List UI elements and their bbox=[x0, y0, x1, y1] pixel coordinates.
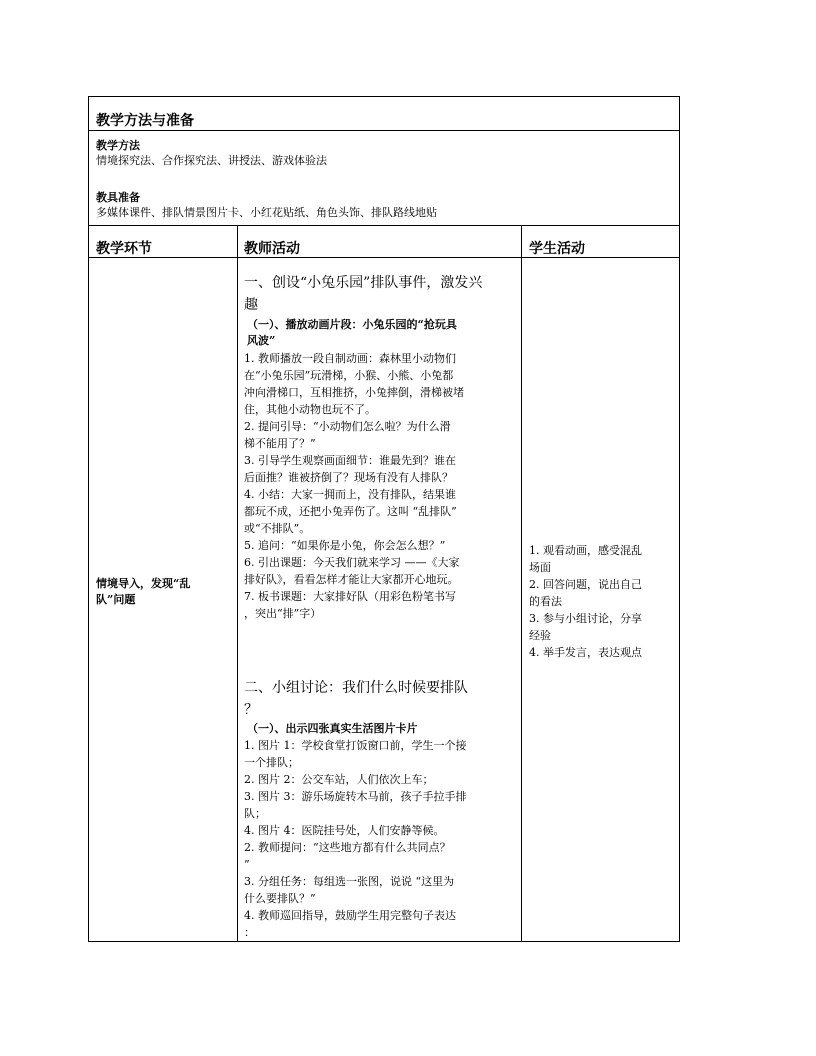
tools-label: 教具准备 bbox=[96, 191, 140, 204]
methods-text: 情境探究法、合作探究法、讲授法、游戏体验法 bbox=[96, 154, 327, 167]
section2-title: 二、小组讨论：我们什么时候要排队 ？ bbox=[244, 680, 468, 718]
student-activities: 1. 观看动画，感受混乱 场面 2. 回答问题，说出自己 的看法 3. 参与小组讨论，分享 经验 4. 举手发言，表达观点 bbox=[529, 544, 642, 659]
section2-sub: （一）、出示四张真实生活图片卡片 bbox=[247, 722, 418, 735]
header-teacher: 教师活动 bbox=[244, 241, 300, 257]
header-student: 学生活动 bbox=[529, 241, 585, 257]
methods-label: 教学方法 bbox=[96, 139, 140, 152]
column-divider bbox=[237, 225, 238, 942]
row-divider bbox=[89, 225, 679, 226]
header-stage: 教学环节 bbox=[96, 241, 152, 257]
stage-cell bbox=[96, 576, 190, 608]
section1-sub: （一）、播放动画片段：小兔乐园的“抢玩具 风波” bbox=[247, 318, 457, 347]
column-divider bbox=[521, 225, 522, 942]
tools-text: 多媒体课件、排队情景图片卡、小红花贴纸、角色头饰、排队路线地贴 bbox=[96, 206, 437, 219]
section1-items: 1. 教师播放一段自制动画：森林里小动物们 在“小兔乐园”玩滑梯，小猴、小熊、小兔都 冲向滑梯口，互相推挤，小兔摔倒，滑梯被堵 住，其他小动物也玩不了。 2. 提问引导：“小动物们怎么啦？为什么滑 梯不能用了？” 3. 引导学生观察画面细节：谁最先到？谁在 后面推？谁被挤倒了？现场有没有人排队？ 4. 小结：大家一拥而上，没有排队，结果谁 都玩不成，还把小兔弄伤了。这叫 “乱排队” 或“不排队”。 5. 追问：“如果你是小兔，你会怎么想？” 6. 引出课题：今天我们就来学习 ——《大家 排好队》，看看怎样才能让大家都开心地玩。 7. 板书课题：大家排好队（用彩色粉笔书写 ，突出“排”字） bbox=[244, 352, 464, 620]
row-divider bbox=[89, 257, 679, 258]
lesson-plan-table bbox=[88, 96, 680, 942]
stage-text-line1: 情境导入，发现“乱 bbox=[96, 577, 191, 590]
section1-title: 一、创设“小兔乐园”排队事件，激发兴 趣 bbox=[244, 275, 483, 313]
prep-title: 教学方法与准备 bbox=[96, 113, 194, 129]
section2-items: 1. 图片 1：学校食堂打饭窗口前，学生一个接 一个排队； 2. 图片 2：公交车站，人们依次上车； 3. 图片 3：游乐场旋转木马前，孩子手拉手排 队； 4. 图片 4：医院挂号处，人们安静等候。 2. 教师提问：“这些地方都有什么共同点？ ” 3. 分组任务：每组选一张图，说说 “这里为 什么要排队？” 4. 教师巡回指导，鼓励学生用完整句子表达 ： bbox=[244, 739, 467, 939]
row-divider bbox=[89, 130, 679, 131]
stage-text-line2: 队”问题 bbox=[96, 593, 136, 606]
